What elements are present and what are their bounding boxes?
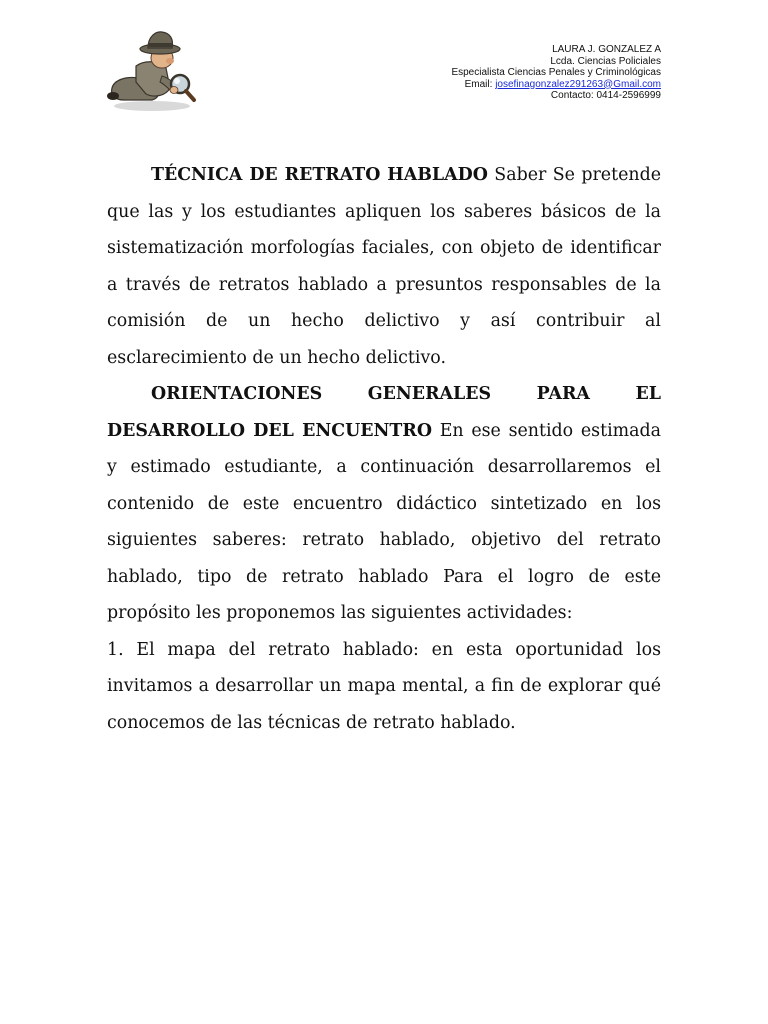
author-specialty: Especialista Ciencias Penales y Criminológicas: [451, 67, 661, 78]
activity-item-1: 1. El mapa del retrato hablado: en esta oportunidad los invitamos a desarrollar un mapa mental, a fin de explorar qué conocemos de las técnicas de retrato hablado.: [107, 639, 661, 733]
author-contact: Contacto: 0414-2596999: [550, 90, 661, 101]
author-header: [451, 44, 661, 102]
author-name: LAURA J. GONZALEZ A: [552, 44, 661, 55]
paragraph-tecnica: [107, 157, 661, 376]
paragraph-tecnica-text: Saber Se pretende que las y los estudiantes apliquen los saberes básicos de la sistematización morfologías faciales, con objeto de identificar a través de retratos hablado a presuntos responsables de la comisión de un hecho delictivo y así contribuir al esclarecimiento de un hecho delictivo.: [107, 165, 661, 368]
section-heading-tecnica: TÉCNICA DE RETRATO HABLADO: [151, 165, 488, 185]
author-email-line: [451, 79, 661, 91]
author-degree: Lcda. Ciencias Policiales: [550, 55, 661, 67]
email-link[interactable]: josefinagonzalez291263@Gmail.com: [495, 78, 661, 90]
detective-with-magnifying-glass-icon: [104, 26, 198, 114]
section-heading-orientaciones: ORIENTACIONES GENERALES PARA EL DESARROLLO DEL ENCUENTRO: [107, 384, 661, 441]
email-label: Email:: [464, 78, 493, 90]
document-body: [107, 157, 661, 741]
paragraph-orientaciones-text: En ese sentido estimada y estimado estudiante, a continuación desarrollaremos el contenido de este encuentro didáctico sintetizado en los siguientes saberes: retrato hablado, objetivo del retrato hablado, tipo de retrato hablado Para el logro de este propósito les proponemos las siguientes actividades:: [107, 420, 661, 623]
paragraph-orientaciones: [107, 376, 661, 632]
